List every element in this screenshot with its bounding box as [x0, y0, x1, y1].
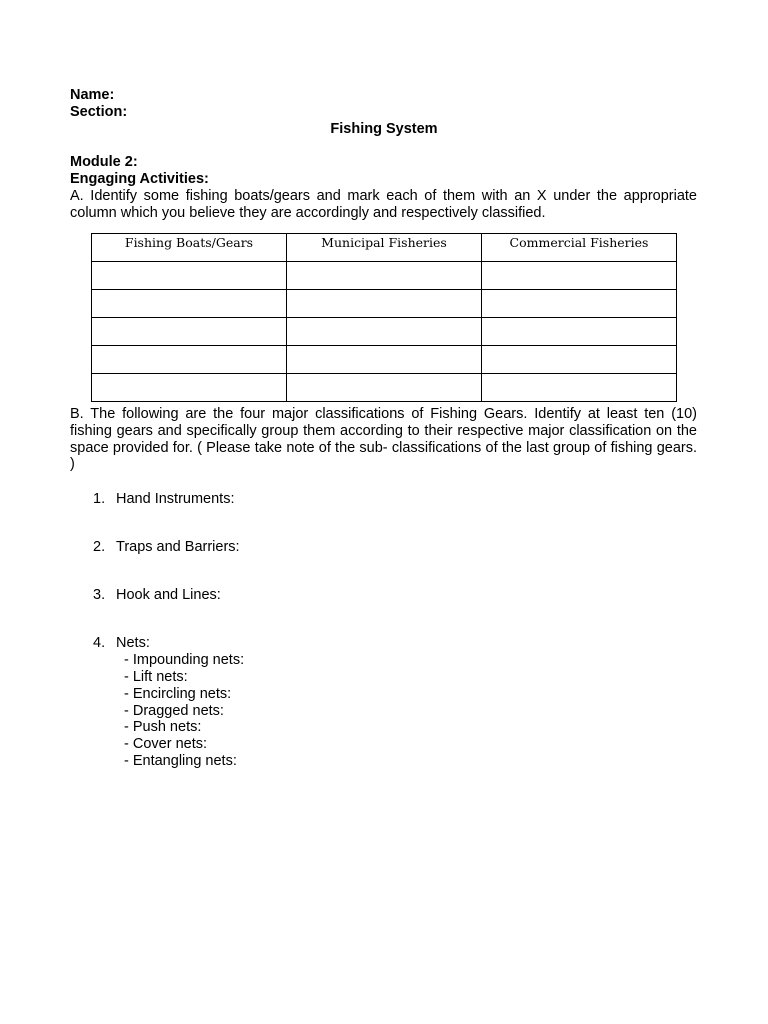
list-label: Nets:: [116, 635, 150, 651]
document-title: Fishing System: [330, 121, 438, 137]
module-label: Module 2:: [70, 154, 138, 170]
table-cell[interactable]: [92, 318, 287, 346]
table-row: [92, 346, 677, 374]
part-b-instructions: B. The following are the four major classifications of Fishing Gears. Identify at least ten (10) fishing gears and specifically group them according to their respective major classification on the space provided for. ( Please take note of the sub- classifications of the last group of fishing gears. ): [70, 406, 697, 473]
list-number: 3.: [93, 587, 106, 603]
table-header-row: [92, 234, 677, 262]
table-cell[interactable]: [287, 374, 482, 402]
list-number: 2.: [93, 539, 106, 555]
table-cell[interactable]: [482, 262, 677, 290]
table-cell[interactable]: [287, 346, 482, 374]
table-row: [92, 290, 677, 318]
table-cell[interactable]: [287, 318, 482, 346]
net-subtype-lift: - Lift nets:: [124, 669, 188, 685]
table-row: [92, 318, 677, 346]
list-item-hook-and-lines: [93, 587, 221, 604]
net-subtype-dragged: - Dragged nets:: [124, 703, 224, 719]
net-subtype-entangling: - Entangling nets:: [124, 753, 237, 769]
list-item-hand-instruments: [93, 491, 234, 508]
classification-table: [91, 233, 677, 402]
net-subtype-encircling: - Encircling nets:: [124, 686, 232, 702]
table-cell[interactable]: [482, 346, 677, 374]
table-cell[interactable]: [92, 262, 287, 290]
table-cell[interactable]: [287, 262, 482, 290]
table-row: [92, 374, 677, 402]
list-number: 1.: [93, 491, 106, 507]
table-cell[interactable]: [287, 290, 482, 318]
table-cell[interactable]: [92, 346, 287, 374]
list-item-traps-and-barriers: [93, 539, 240, 556]
section-label: Section:: [70, 104, 128, 120]
column-header: Commercial Fisheries: [482, 234, 677, 262]
table-cell[interactable]: [92, 374, 287, 402]
net-subtype-cover: - Cover nets:: [124, 736, 207, 752]
column-header: Fishing Boats/Gears: [92, 234, 287, 262]
table-cell[interactable]: [92, 290, 287, 318]
list-label: Traps and Barriers:: [116, 539, 240, 555]
part-a-instructions: A. Identify some fishing boats/gears and mark each of them with an X under the appropriate column which you believe they are accordingly and respectively classified.: [70, 188, 697, 221]
list-item-nets: [93, 635, 150, 652]
name-label: Name:: [70, 87, 115, 103]
activities-label: Engaging Activities:: [70, 171, 209, 187]
list-label: Hand Instruments:: [116, 491, 235, 507]
net-subtype-push: - Push nets:: [124, 719, 202, 735]
list-label: Hook and Lines:: [116, 587, 221, 603]
column-header: Municipal Fisheries: [287, 234, 482, 262]
table-cell[interactable]: [482, 374, 677, 402]
table-cell[interactable]: [482, 318, 677, 346]
table-row: [92, 262, 677, 290]
net-subtype-impounding: - Impounding nets:: [124, 652, 245, 668]
table-cell[interactable]: [482, 290, 677, 318]
list-number: 4.: [93, 635, 106, 651]
